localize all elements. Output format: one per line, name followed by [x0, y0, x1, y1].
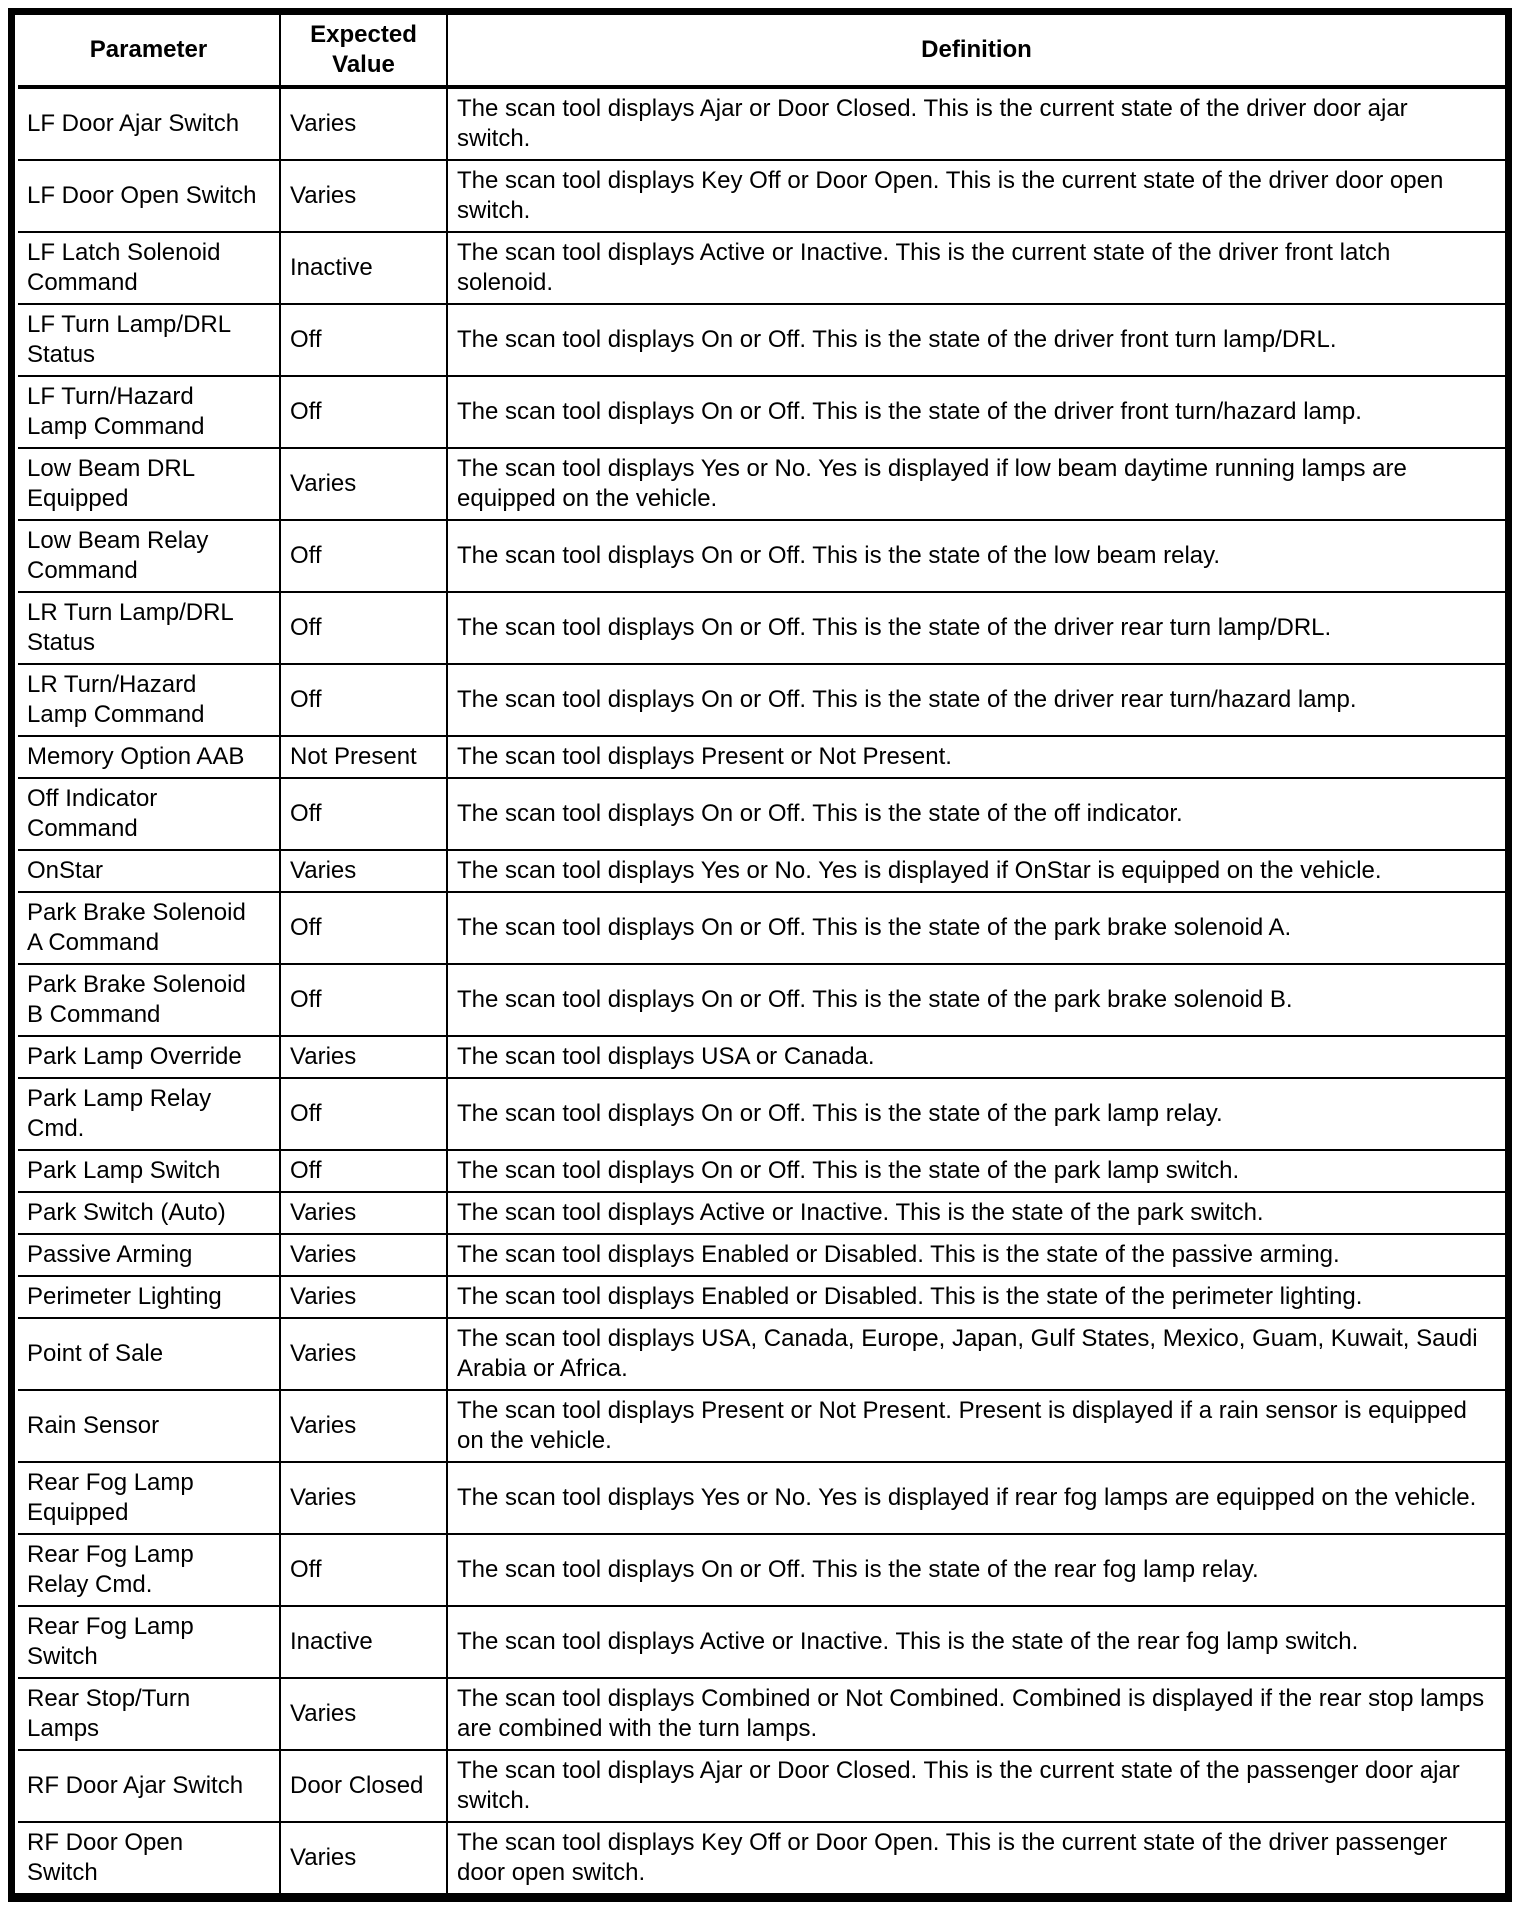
parameter-cell: Low Beam Relay Command [18, 520, 280, 592]
definition-cell: The scan tool displays Yes or No. Yes is displayed if rear fog lamps are equipped on the vehicle. [447, 1462, 1505, 1534]
parameter-cell: Rear Fog Lamp Switch [18, 1606, 280, 1678]
parameter-cell: LR Turn/Hazard Lamp Command [18, 664, 280, 736]
table-row [18, 778, 1505, 850]
definition-cell: The scan tool displays On or Off. This is the state of the low beam relay. [447, 520, 1505, 592]
header-expected-value: Expected Value [280, 15, 447, 87]
expected-value-cell: Varies [280, 448, 447, 520]
parameter-cell: Low Beam DRL Equipped [18, 448, 280, 520]
definition-cell: The scan tool displays On or Off. This is the state of the driver rear turn/hazard lamp. [447, 664, 1505, 736]
parameter-cell: Rear Stop/Turn Lamps [18, 1678, 280, 1750]
table-row [18, 964, 1505, 1036]
definition-cell: The scan tool displays On or Off. This is the state of the driver front turn/hazard lamp. [447, 376, 1505, 448]
expected-value-cell: Off [280, 964, 447, 1036]
table-body [18, 87, 1505, 1893]
definition-cell: The scan tool displays On or Off. This is the state of the driver front turn lamp/DRL. [447, 304, 1505, 376]
definition-cell: The scan tool displays Ajar or Door Closed. This is the current state of the driver door ajar switch. [447, 87, 1505, 160]
header-parameter: Parameter [18, 15, 280, 87]
table-row [18, 1678, 1505, 1750]
parameter-cell: LF Door Ajar Switch [18, 87, 280, 160]
parameter-cell: RF Door Ajar Switch [18, 1750, 280, 1822]
table-row [18, 1606, 1505, 1678]
expected-value-cell: Off [280, 778, 447, 850]
definition-cell: The scan tool displays On or Off. This is the state of the driver rear turn lamp/DRL. [447, 592, 1505, 664]
parameter-cell: Rear Fog Lamp Equipped [18, 1462, 280, 1534]
table-row [18, 87, 1505, 160]
expected-value-cell: Varies [280, 1036, 447, 1078]
parameter-cell: Park Switch (Auto) [18, 1192, 280, 1234]
table-row [18, 448, 1505, 520]
parameter-cell: LF Turn/Hazard Lamp Command [18, 376, 280, 448]
table-row [18, 736, 1505, 778]
parameters-table [18, 15, 1505, 1893]
table-row [18, 1822, 1505, 1893]
expected-value-cell: Varies [280, 1234, 447, 1276]
expected-value-cell: Off [280, 304, 447, 376]
parameter-cell: Passive Arming [18, 1234, 280, 1276]
definition-cell: The scan tool displays Present or Not Present. [447, 736, 1505, 778]
parameter-cell: Park Lamp Relay Cmd. [18, 1078, 280, 1150]
parameter-cell: Rear Fog Lamp Relay Cmd. [18, 1534, 280, 1606]
expected-value-cell: Varies [280, 160, 447, 232]
parameter-cell: Point of Sale [18, 1318, 280, 1390]
expected-value-cell: Off [280, 1534, 447, 1606]
expected-value-cell: Inactive [280, 1606, 447, 1678]
definition-cell: The scan tool displays Key Off or Door Open. This is the current state of the driver door open switch. [447, 160, 1505, 232]
expected-value-cell: Not Present [280, 736, 447, 778]
parameter-cell: Rain Sensor [18, 1390, 280, 1462]
table-row [18, 520, 1505, 592]
expected-value-cell: Varies [280, 1390, 447, 1462]
expected-value-cell: Off [280, 892, 447, 964]
table-row [18, 1036, 1505, 1078]
parameter-cell: LF Door Open Switch [18, 160, 280, 232]
table-row [18, 850, 1505, 892]
expected-value-cell: Off [280, 1150, 447, 1192]
definition-cell: The scan tool displays Yes or No. Yes is displayed if OnStar is equipped on the vehicle. [447, 850, 1505, 892]
table-row [18, 664, 1505, 736]
definition-cell: The scan tool displays Active or Inactive. This is the state of the park switch. [447, 1192, 1505, 1234]
expected-value-cell: Varies [280, 1822, 447, 1893]
parameter-cell: OnStar [18, 850, 280, 892]
definition-cell: The scan tool displays Active or Inactive. This is the current state of the driver front latch solenoid. [447, 232, 1505, 304]
parameter-cell: LF Latch Solenoid Command [18, 232, 280, 304]
parameter-cell: Off Indicator Command [18, 778, 280, 850]
definition-cell: The scan tool displays Enabled or Disabled. This is the state of the perimeter lighting. [447, 1276, 1505, 1318]
expected-value-cell: Varies [280, 1678, 447, 1750]
header-definition: Definition [447, 15, 1505, 87]
expected-value-cell: Off [280, 664, 447, 736]
definition-cell: The scan tool displays USA, Canada, Europe, Japan, Gulf States, Mexico, Guam, Kuwait, Saudi Arabia or Africa. [447, 1318, 1505, 1390]
expected-value-cell: Door Closed [280, 1750, 447, 1822]
expected-value-cell: Inactive [280, 232, 447, 304]
table-row [18, 1276, 1505, 1318]
definition-cell: The scan tool displays Enabled or Disabled. This is the state of the passive arming. [447, 1234, 1505, 1276]
table-row [18, 1078, 1505, 1150]
table-row [18, 1192, 1505, 1234]
table-row [18, 1390, 1505, 1462]
table-row [18, 1534, 1505, 1606]
expected-value-cell: Off [280, 1078, 447, 1150]
table-row [18, 160, 1505, 232]
expected-value-cell: Off [280, 592, 447, 664]
definition-cell: The scan tool displays Combined or Not Combined. Combined is displayed if the rear stop lamps are combined with the turn lamps. [447, 1678, 1505, 1750]
definition-cell: The scan tool displays Key Off or Door Open. This is the current state of the driver passenger door open switch. [447, 1822, 1505, 1893]
table-row [18, 232, 1505, 304]
table-frame [8, 8, 1512, 1902]
definition-cell: The scan tool displays Active or Inactive. This is the state of the rear fog lamp switch. [447, 1606, 1505, 1678]
parameter-cell: LF Turn Lamp/DRL Status [18, 304, 280, 376]
definition-cell: The scan tool displays On or Off. This is the state of the park lamp relay. [447, 1078, 1505, 1150]
definition-cell: The scan tool displays On or Off. This is the state of the park brake solenoid A. [447, 892, 1505, 964]
table-row [18, 304, 1505, 376]
parameter-cell: Memory Option AAB [18, 736, 280, 778]
parameter-cell: Park Lamp Override [18, 1036, 280, 1078]
expected-value-cell: Varies [280, 1192, 447, 1234]
parameter-cell: RF Door Open Switch [18, 1822, 280, 1893]
expected-value-cell: Varies [280, 87, 447, 160]
table-row [18, 1750, 1505, 1822]
definition-cell: The scan tool displays Present or Not Present. Present is displayed if a rain sensor is equipped on the vehicle. [447, 1390, 1505, 1462]
definition-cell: The scan tool displays On or Off. This is the state of the off indicator. [447, 778, 1505, 850]
table-row [18, 1234, 1505, 1276]
parameter-cell: Park Brake Solenoid B Command [18, 964, 280, 1036]
expected-value-cell: Off [280, 520, 447, 592]
table-row [18, 892, 1505, 964]
parameter-cell: Perimeter Lighting [18, 1276, 280, 1318]
parameter-cell: Park Lamp Switch [18, 1150, 280, 1192]
table-row [18, 592, 1505, 664]
expected-value-cell: Varies [280, 850, 447, 892]
table-row [18, 1150, 1505, 1192]
table-row [18, 1318, 1505, 1390]
definition-cell: The scan tool displays On or Off. This is the state of the park brake solenoid B. [447, 964, 1505, 1036]
definition-cell: The scan tool displays Yes or No. Yes is displayed if low beam daytime running lamps are equipped on the vehicle. [447, 448, 1505, 520]
expected-value-cell: Varies [280, 1462, 447, 1534]
table-row [18, 376, 1505, 448]
definition-cell: The scan tool displays On or Off. This is the state of the park lamp switch. [447, 1150, 1505, 1192]
expected-value-cell: Varies [280, 1276, 447, 1318]
definition-cell: The scan tool displays USA or Canada. [447, 1036, 1505, 1078]
expected-value-cell: Varies [280, 1318, 447, 1390]
expected-value-cell: Off [280, 376, 447, 448]
parameter-cell: Park Brake Solenoid A Command [18, 892, 280, 964]
table-row [18, 1462, 1505, 1534]
definition-cell: The scan tool displays On or Off. This is the state of the rear fog lamp relay. [447, 1534, 1505, 1606]
table-header-row [18, 15, 1505, 87]
parameter-cell: LR Turn Lamp/DRL Status [18, 592, 280, 664]
definition-cell: The scan tool displays Ajar or Door Closed. This is the current state of the passenger door ajar switch. [447, 1750, 1505, 1822]
